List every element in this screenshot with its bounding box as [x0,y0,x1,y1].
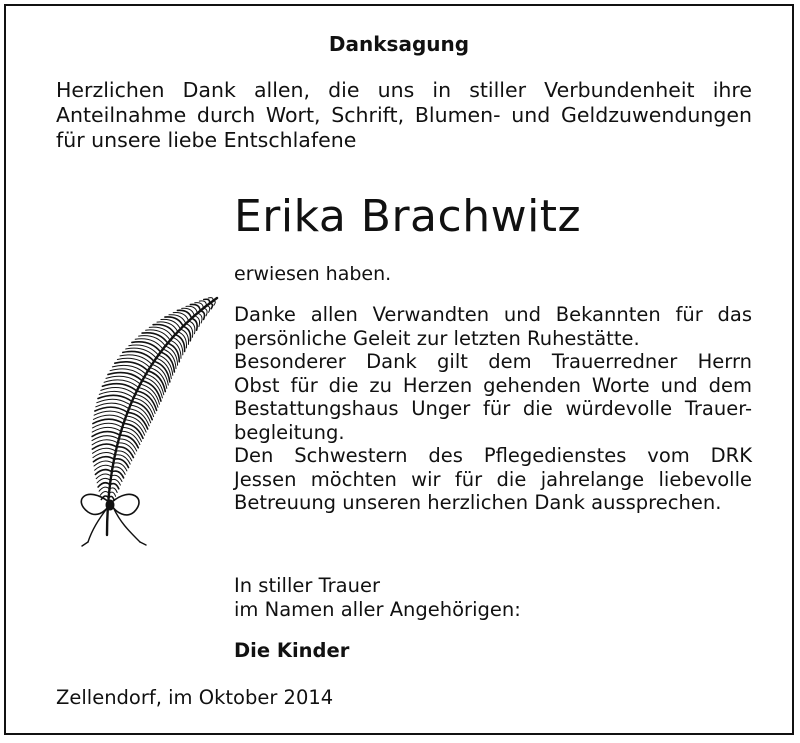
obituary-notice [4,4,794,735]
thanks-paragraph [234,303,752,515]
deceased-name: Erika Brachwitz [234,191,582,242]
intro-paragraph: Herzlichen Dank allen, die uns in stiller Verbundenheit ihre Anteilnahme durch Wort, Schrift, Blumen- und Geldzuwendungen für unsere liebe Entschlafene [56,78,752,152]
place-date: Zellendorf, im Oktober 2014 [56,686,334,709]
feather-with-bow-icon [52,280,228,556]
closing-line: In stiller Trauer [234,574,380,597]
thanks-line: Den Schwestern des Pflegedienstes vom DRK [234,444,752,467]
thanks-line: Danke allen Verwandten und Bekannten für das [234,303,752,326]
after-name-text: erwiesen haben. [234,263,392,285]
signature: Die Kinder [234,639,350,662]
thanks-line: Besonderer Dank gilt dem Trauerredner Herrn [234,350,752,373]
thanks-line: begleitung. [234,420,345,444]
thanks-line: persönliche Geleit zur letzten Ruhestätte. [234,326,640,350]
thanks-line: Jessen möchten wir für die jahrelange liebevolle [234,467,752,491]
closing-block [234,574,521,622]
thanks-line: Obst für die zu Herzen gehenden Worte und dem [234,373,752,397]
closing-line: im Namen aller Angehörigen: [234,598,521,621]
thanks-line: Betreuung unseren herzlichen Dank aussprechen. [234,491,722,514]
thanks-line: Bestattungshaus Unger für die würdevolle Trauer- [234,397,752,420]
notice-title: Danksagung [328,32,470,56]
